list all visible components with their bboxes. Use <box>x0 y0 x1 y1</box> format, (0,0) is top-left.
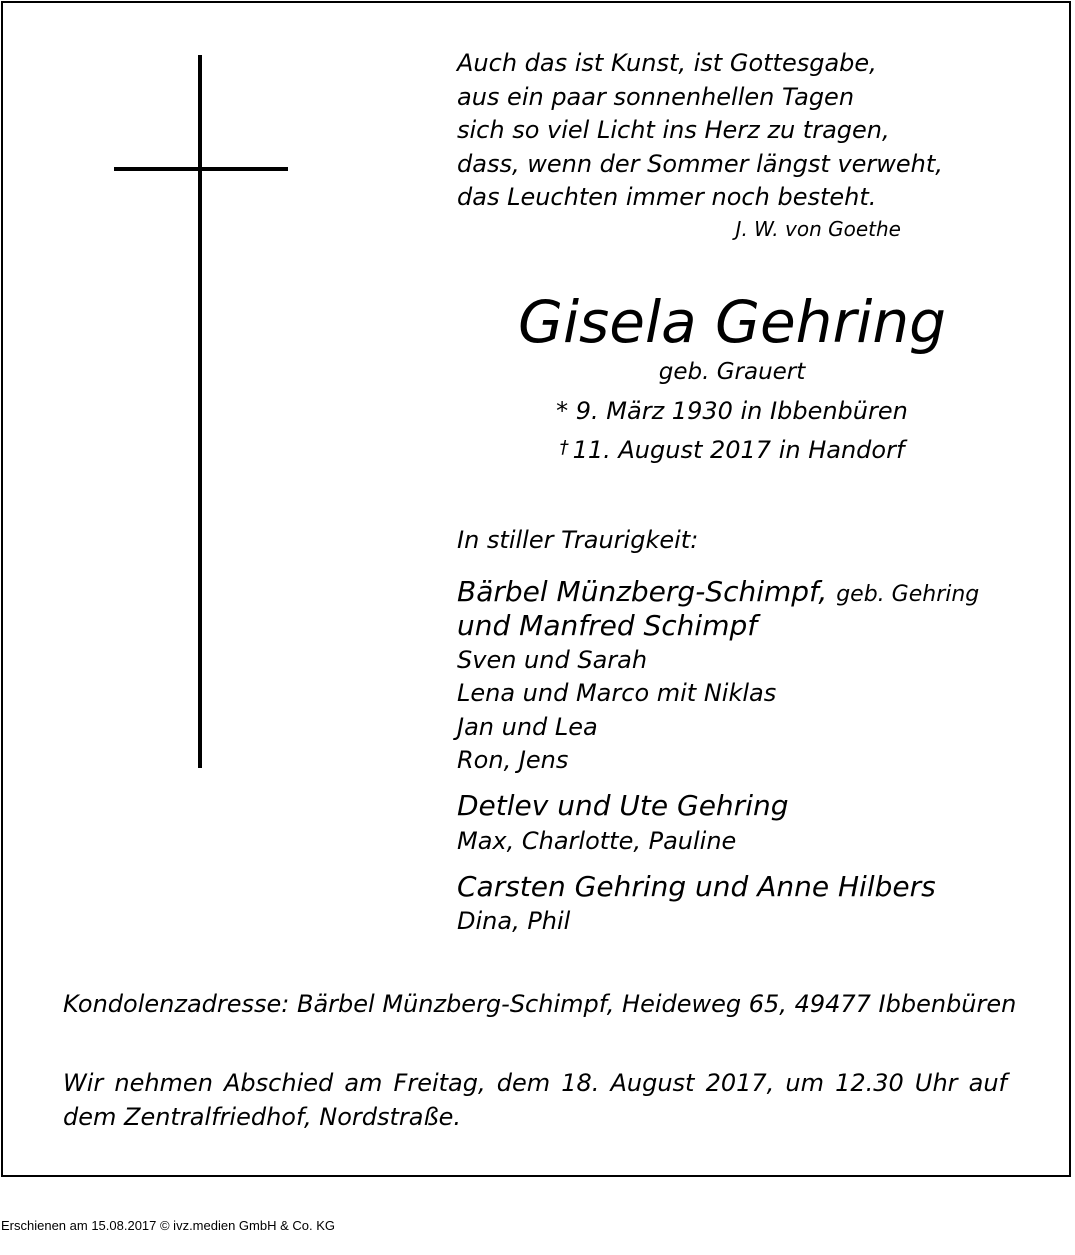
family1-child: Jan und Lea <box>457 713 598 741</box>
deceased-name: Gisela Gehring <box>518 288 946 356</box>
poem-line: sich so viel Licht ins Herz zu tragen, <box>457 116 890 144</box>
condolence-address: Kondolenzadresse: Bärbel Münzberg-Schimpf, Heideweg 65, 49477 Ibbenbüren <box>63 990 1017 1018</box>
family1-name-line <box>457 575 979 608</box>
deceased-birth-name: geb. Grauert <box>658 359 806 385</box>
farewell-text: Wir nehmen Abschied am Freitag, dem 18. August 2017, um 12.30 Uhr auf dem Zentralfriedhof, Nordstraße. <box>63 1069 1007 1131</box>
dagger-icon: † <box>559 437 569 458</box>
deceased-born: * 9. März 1930 in Ibbenbüren <box>556 397 908 425</box>
family2-name: Detlev und Ute Gehring <box>457 789 789 822</box>
family3-name: Carsten Gehring und Anne Hilbers <box>457 870 936 903</box>
deceased-died <box>435 436 1029 464</box>
deceased-died-text: 11. August 2017 in Handorf <box>572 436 905 464</box>
family2-children: Max, Charlotte, Pauline <box>457 827 737 855</box>
poem-line: dass, wenn der Sommer längst verweht, <box>457 149 943 178</box>
poem-line: Auch das ist Kunst, ist Gottesgabe, <box>457 49 877 77</box>
family1-child: Ron, Jens <box>457 746 569 774</box>
family1-name: Bärbel Münzberg-Schimpf, <box>457 575 828 608</box>
family1-child: Sven und Sarah <box>457 646 648 674</box>
publication-footer: Erschienen am 15.08.2017 © ivz.medien GmbH & Co. KG <box>1 1218 336 1233</box>
poem <box>457 47 943 215</box>
cross-vertical-bar <box>198 55 202 768</box>
poem-line: das Leuchten immer noch besteht. <box>457 183 877 211</box>
poem-author: J. W. von Goethe <box>735 217 901 241</box>
family3-children: Dina, Phil <box>457 907 571 935</box>
poem-line: aus ein paar sonnenhellen Tagen <box>457 82 855 111</box>
mourners-intro: In stiller Traurigkeit: <box>457 526 699 554</box>
family1-partner: und Manfred Schimpf <box>457 609 758 642</box>
cross-horizontal-bar <box>114 167 288 171</box>
family1-child: Lena und Marco mit Niklas <box>457 679 777 707</box>
family1-born-as: geb. Gehring <box>836 582 980 607</box>
